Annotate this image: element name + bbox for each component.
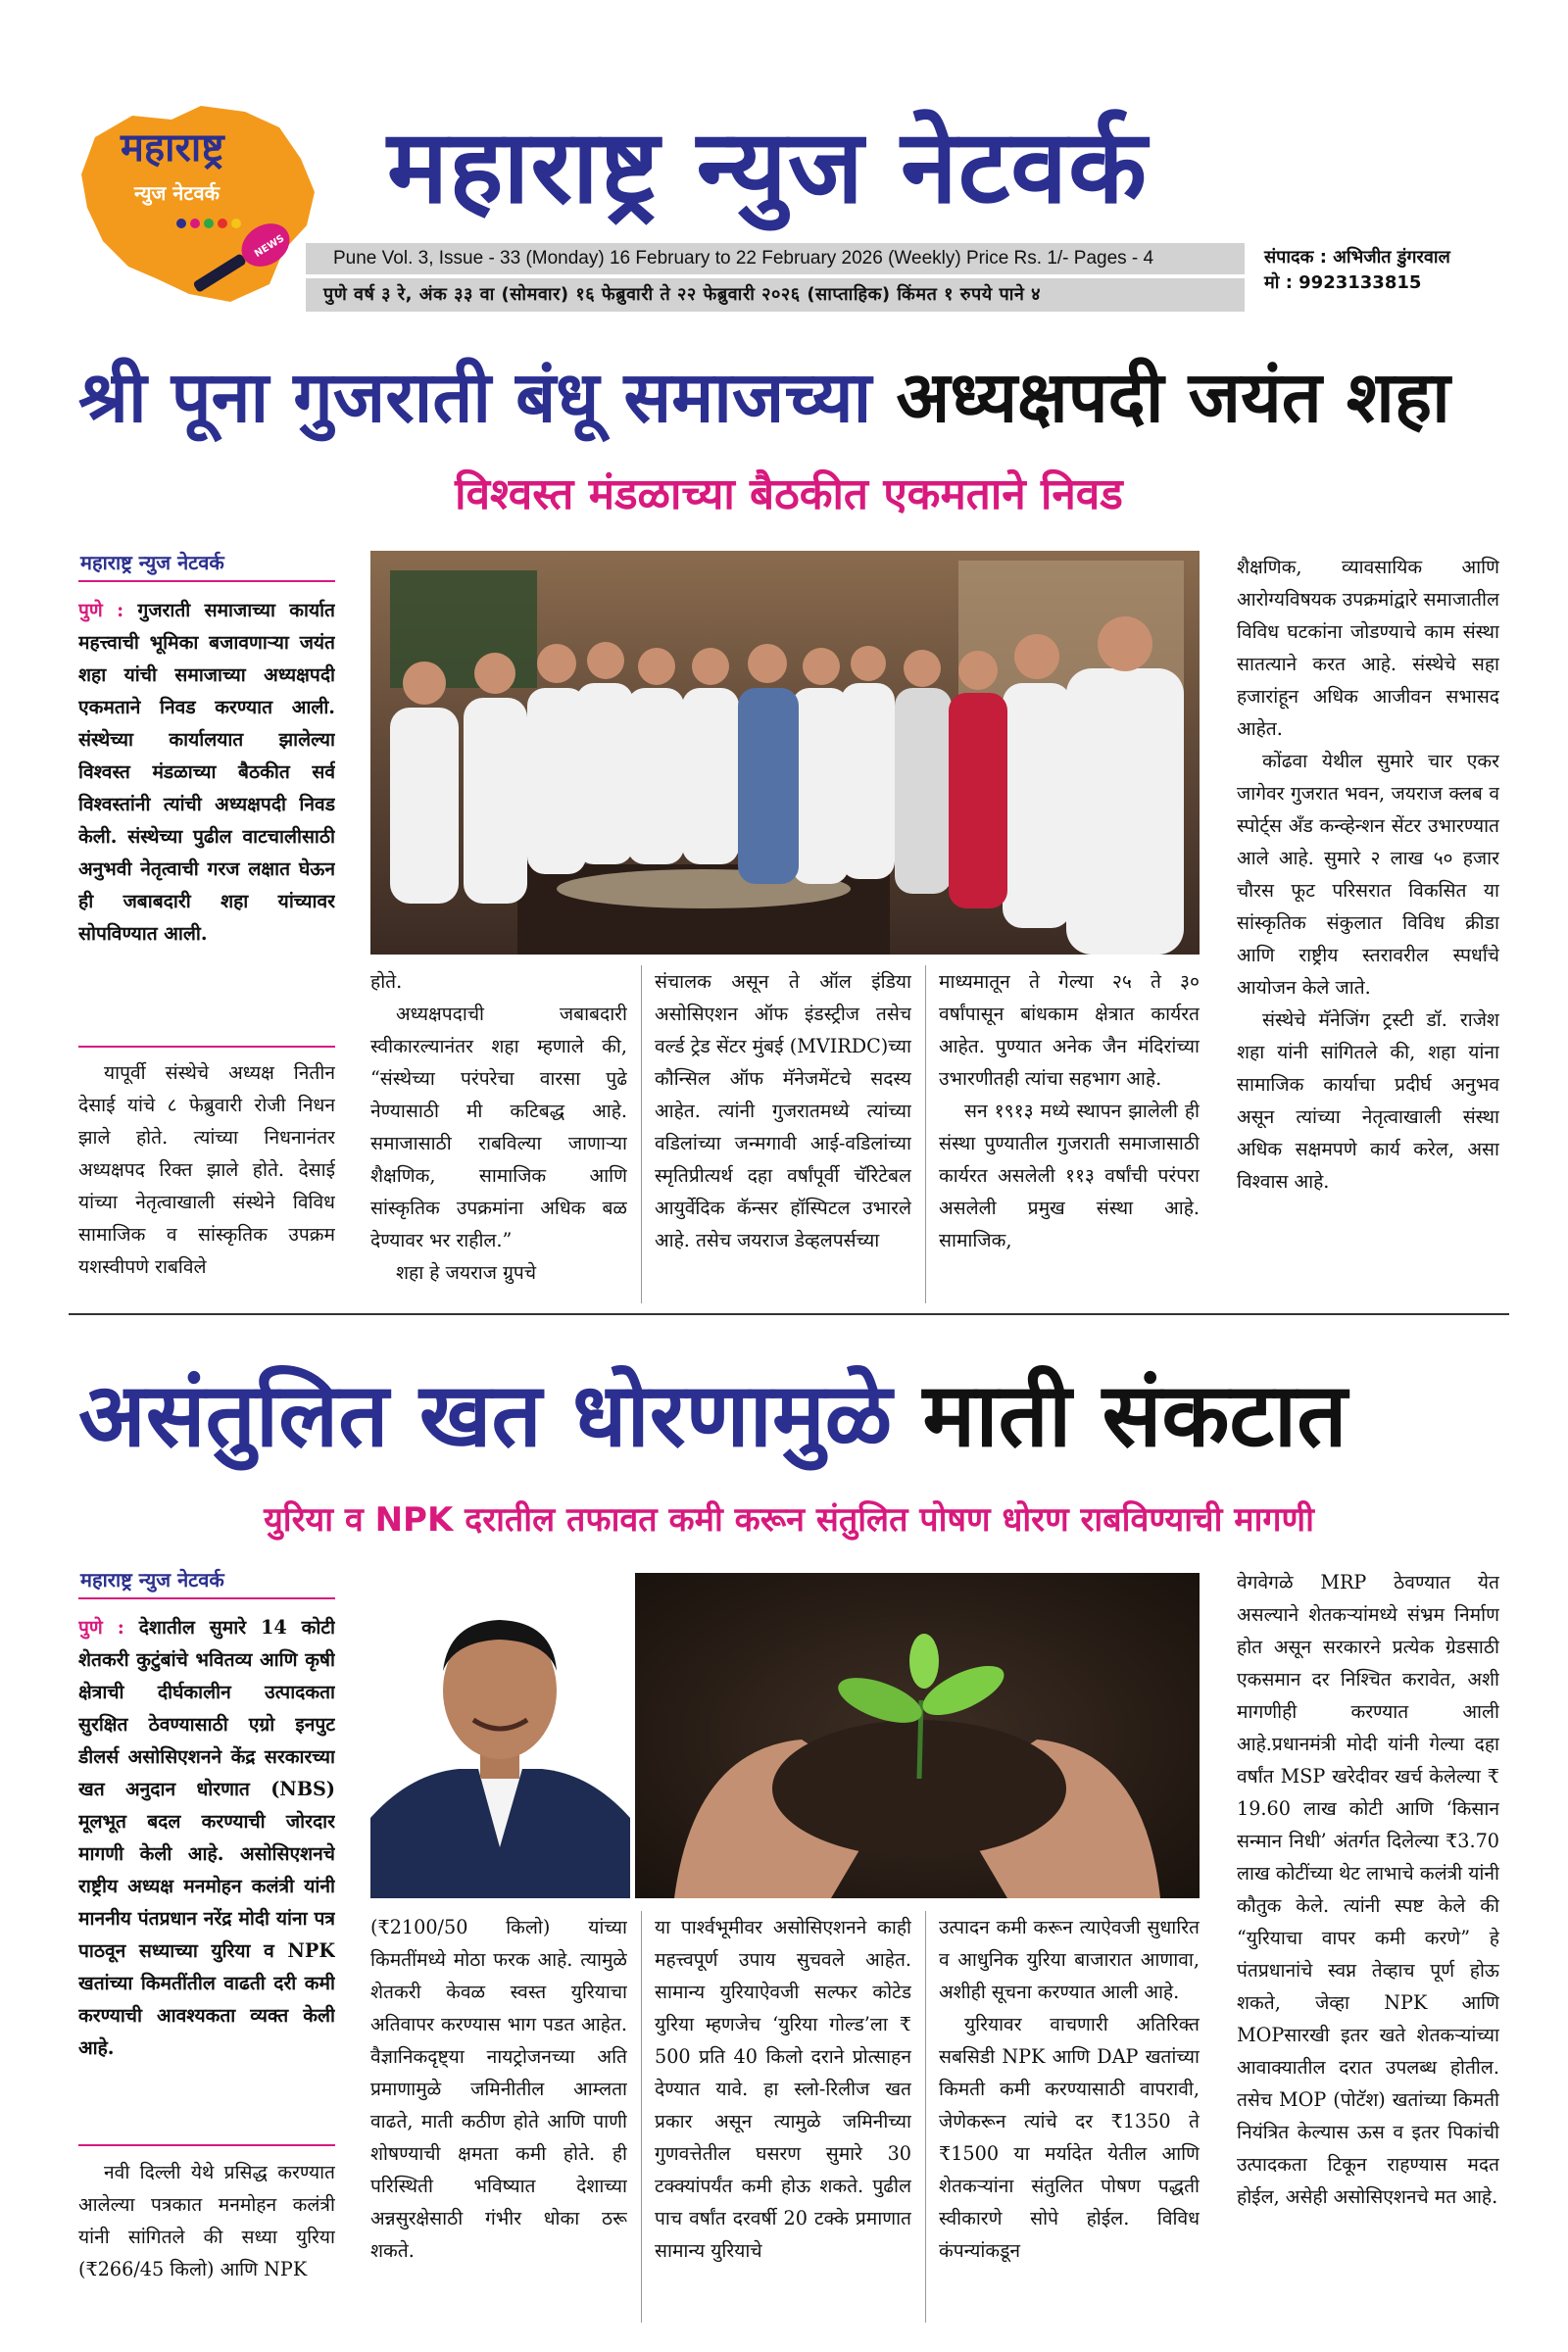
logo-line1: महाराष्ट्र [121, 125, 224, 171]
article2-col5-text: वेगवेगळे MRP ठेवण्यात येत असल्याने शेतकऱ्यांमध्ये संभ्रम निर्माण होत असून सरकारने प्रत्येक ग्रेडसाठी एकसमान दर निश्चित करावेत, अशी मागणीही करण्यात आली आहे.प्रधानमंत्री मोदी यांनी गेल्या दहा वर्षांत MSP खरेदीवर खर्च केलेल्या ₹ 19.60 लाख कोटी आणि ‘किसान सन्मान निधी’ अंतर्गत दिलेल्या ₹3.70 लाख कोटींच्या थेट लाभाचे कलंत्री यांनी कौतुक केले. त्यांनी स्पष्ट केले की “युरियाचा वापर कमी करणे” हे पंतप्रधानांचे स्वप्न तेव्हाच पूर्ण होऊ शकते, जेव्हा NPK आणि MOPसारखी इतर खते शेतकऱ्यांच्या आवाक्यातील दरात उपलब्ध होतील. तसेच MOP (पोटॅश) खतांच्या किमती नियंत्रित केल्यास ऊस व इतर पिकांची उत्पादकता टिकून राहण्यास मदत होईल, असेही असोसिएशनचे मत आहे. [1237, 1571, 1499, 2208]
issue-line-english: Pune Vol. 3, Issue - 33 (Monday) 16 February to 22 February 2026 (Weekly) Price Rs. 1/- Pages - 4 [306, 243, 1245, 274]
group-photo [370, 551, 1200, 955]
article1-lead [78, 594, 335, 1045]
article1-column-3 [655, 965, 911, 1301]
logo-badge: NEWS [253, 233, 287, 261]
issue-line-marathi: पुणे वर्ष ३ रे, अंक ३३ वा (सोमवार) १६ फेब्रुवारी ते २२ फेब्रुवारी २०२६ (साप्ताहिक) किंमत १ रुपये पाने ४ [306, 278, 1245, 312]
article2-lead [78, 1611, 335, 2142]
article1-col5-text-c: संस्थेचे मॅनेजिंग ट्रस्टी डॉ. राजेश शहा यांनी सांगितले की, शहा यांना सामाजिक कार्याचा प्रदीर्घ अनुभव असून त्यांच्या नेतृत्वाखाली संस्था अधिक सक्षमपणे कार्य करेल, असा विश्वास आहे. [1237, 1008, 1499, 1193]
article1-col4-text-b: सन १९१३ मध्ये स्थापन झालेली ही संस्था पुण्यातील गुजराती समाजासाठी कार्यरत असलेली ११३ वर्षांची परंपरा असलेली प्रमुख संस्था आहे. सामाजिक, [939, 1100, 1200, 1251]
article2-column-4 [939, 1911, 1200, 2323]
article1-dateline: पुणे : [78, 599, 124, 621]
column-divider [925, 965, 926, 1303]
editor-phone: मो : 9923133815 [1264, 272, 1422, 293]
article2-column-1 [78, 2156, 335, 2323]
article1-column-2 [370, 965, 627, 1301]
article1-col2-text-a: होते. [370, 970, 403, 993]
masthead-title: महाराष्ट्र न्युज नेटवर्क [387, 107, 1148, 226]
article1-col3-text: संचालक असून ते ऑल इंडिया असोसिएशन ऑफ इंडस्ट्रीज तसेच वर्ल्ड ट्रेड सेंटर मुंबई (MVIRDC)च्या कौन्सिल ऑफ मॅनेजमेंटचे सदस्य आहेत. त्यांनी गुजरातमध्ये त्यांच्या वडिलांच्या जन्मगावी आई-वडिलांच्या स्मृतिप्रीत्यर्थ दहा वर्षांपूर्वी चॅरिटेबल आयुर्वेदिक कॅन्सर हॉस्पिटल उभारले आहे. तसेच जयराज डेव्हलपर्सच्या [655, 970, 911, 1251]
section-divider [69, 1313, 1509, 1315]
article1-col5-text-a: शैक्षणिक, व्यावसायिक आणि आरोग्यविषयक उपक्रमांद्वारे समाजातील विविध घटकांना जोडण्याचे काम संस्था सातत्याने करत आहे. संस्थेचे सहा हजारांहून अधिक आजीवन सभासद आहेत. [1237, 556, 1499, 740]
article2-lead-text: देशातील सुमारे 14 कोटी शेतकरी कुटुंबांचे भवितव्य आणि कृषी क्षेत्राची दीर्घकालीन उत्पादकता सुरक्षित ठेवण्यासाठी एग्रो इनपुट डीलर्स असोसिएशनने केंद्र सरकारच्या खत अनुदान धोरणात (NBS) मूलभूत बदल करण्याची जोरदार मागणी केली आहे. असोसिएशनचे राष्ट्रीय अध्यक्ष मनमोहन कलंत्री यांनी माननीय पंतप्रधान नरेंद्र मोदी यांना पत्र पाठवून सध्याच्या युरिया व NPK खतांच्या किमतींतील वाढती दरी कमी करण्याची आवश्यकता व्यक्त केली आहे. [78, 1616, 335, 2059]
article2-headline [78, 1354, 1509, 1477]
article2-column-3 [655, 1911, 911, 2323]
column-divider [641, 1911, 642, 2323]
article2-dateline: पुणे : [78, 1616, 124, 1639]
editor-name: संपादक : अभिजीत डुंगरवाल [1264, 247, 1450, 268]
portrait-photo [370, 1573, 630, 1898]
article1-lead-rule [78, 1046, 335, 1048]
article1-headline [78, 348, 1509, 446]
article1-col2-text-c: शहा हे जयराज ग्रुपचे [396, 1261, 537, 1284]
article1-subheadline: विश्वस्त मंडळाच्या बैठकीत एकमताने निवड [455, 469, 1123, 519]
logo-line2: न्युज नेटवर्क [134, 181, 220, 205]
article2-column-2 [370, 1911, 627, 2323]
article2-col4-text-b: युरियावर वाचणारी अतिरिक्त सबसिडी NPK आणि DAP खतांच्या किमती कमी करण्यासाठी वापरावी, जेणेकरून त्यांचे दर ₹1350 ते ₹1500 या मर्यादेत येतील आणि शेतकऱ्यांना संतुलित पोषण पद्धती स्वीकारणे सोपे होईल. विविध कंपन्यांकडून [939, 2013, 1200, 2262]
article1-column-5 [1237, 551, 1499, 1303]
article2-column-5 [1237, 1566, 1499, 2323]
column-divider [641, 965, 642, 1303]
article1-byline: महाराष्ट्र न्युज नेटवर्क [80, 551, 224, 574]
article1-col4-text-a: माध्यमातून ते गेल्या २५ ते ३० वर्षांपासून बांधकाम क्षेत्रात कार्यरत आहेत. पुण्यात अनेक जैन मंदिरांच्या उभारणीतही त्यांचा सहभाग आहे. [939, 970, 1200, 1090]
masthead-logo [74, 98, 333, 309]
article2-subheadline: युरिया व NPK दरातील तफावत कमी करून संतुलित पोषण धोरण राबविण्याची मागणी [264, 1500, 1314, 1540]
article2-col3-text: या पार्श्वभूमीवर असोसिएशनने काही महत्त्वपूर्ण उपाय सुचवले आहेत. सामान्य युरियाऐवजी सल्फर कोटेड युरिया म्हणजेच ‘युरिया गोल्ड’ला ₹ 500 प्रति 40 किलो दराने प्रोत्साहन देण्यात यावे. हा स्लो-रिलीज खत प्रकार असून त्यामुळे जमिनीच्या गुणवत्तेतील घसरण सुमारे 30 टक्क्यांपर्यंत कमी होऊ शकते. पुढील पाच वर्षांत दरवर्षी 20 टक्के प्रमाणात सामान्य युरियाचे [655, 1916, 911, 2262]
article2-byline: महाराष्ट्र न्युज नेटवर्क [80, 1568, 224, 1592]
article2-headline-part2: माती संकटात [892, 1364, 1348, 1467]
article2-col2-text: (₹2100/50 किलो) यांच्या किमतींमध्ये मोठा फरक आहे. त्यामुळे शेतकरी केवळ स्वस्त युरियाचा अतिवापर करण्यास भाग पडत आहेत. वैज्ञानिकदृष्ट्या नायट्रोजनच्या अति प्रमाणामुळे जमिनीतील आम्लता वाढते, माती कठीण होते आणि पाणी शोषण्याची क्षमता कमी होते. ही परिस्थिती भविष्यात देशाच्या अन्नसुरक्षेसाठी गंभीर धोका ठरू शकते. [370, 1916, 627, 2262]
article1-col1-text: यापूर्वी संस्थेचे अध्यक्ष नितीन देसाई यांचे ८ फेब्रुवारी रोजी निधन झाले होते. त्यांच्या निधनानंतर अध्यक्षपद रिक्त झाले होते. देसाई यांच्या नेतृत्वाखाली संस्थेने विविध सामाजिक व सांस्कृतिक उपक्रम यशस्वीपणे राबविले [78, 1061, 335, 1278]
article1-col2-text-b: अध्यक्षपदाची जबाबदारी स्वीकारल्यानंतर शहा म्हणाले की, “संस्थेच्या परंपरेचा वारसा पुढे नेण्यासाठी मी कटिबद्ध आहे. समाजासाठी राबविल्या जाणाऱ्या शैक्षणिक, सामाजिक आणि सांस्कृतिक उपक्रमांना अधिक बळ देण्यावर भर राहील.” [370, 1003, 627, 1251]
column-divider [925, 1911, 926, 2323]
article2-byline-rule [78, 1597, 335, 1599]
article2-lead-rule [78, 2144, 335, 2146]
article1-column-1 [78, 1056, 335, 1301]
editor-info [1264, 245, 1548, 296]
article2-headline-part1: असंतुलित खत धोरणामुळे [78, 1364, 893, 1467]
article1-headline-part1: श्री पूना गुजराती बंधू समाजच्या [78, 356, 872, 438]
article1-column-4 [939, 965, 1200, 1301]
article1-col5-text-b: कोंढवा येथील सुमारे चार एकर जागेवर गुजरात भवन, जयराज क्लब व स्पोर्ट्स अँड कन्व्हेन्शन सेंटर उभारण्यात आले आहे. सुमारे २ लाख ५० हजार चौरस फूट परिसरात विकसित या सांस्कृतिक संकुलात विविध क्रीडा आणि राष्ट्रीय स्तरावरील स्पर्धांचे आयोजन केले जाते. [1237, 750, 1499, 999]
article1-byline-rule [78, 580, 335, 582]
article1-headline-part2: अध्यक्षपदी जयंत शहा [871, 356, 1450, 438]
article1-lead-text: गुजराती समाजाच्या कार्यात महत्त्वाची भूमिका बजावणाऱ्या जयंत शहा यांची समाजाच्या अध्यक्षपदी एकमताने निवड करण्यात आली. संस्थेच्या कार्यालयात झालेल्या विश्वस्त मंडळाच्या बैठकीत सर्व विश्वस्तांनी त्यांची अध्यक्षपदी निवड केली. संस्थेच्या पुढील वाटचालीसाठी अनुभवी नेतृत्वाची गरज लक्षात घेऊन ही जबाबदारी शहा यांच्यावर सोपविण्यात आली. [78, 599, 335, 945]
article2-col4-text-a: उत्पादन कमी करून त्याऐवजी सुधारित व आधुनिक युरिया बाजारात आणावा, अशीही सूचना करण्यात आली आहे. [939, 1916, 1200, 2003]
soil-plant-photo [635, 1573, 1200, 1898]
article2-col1-text: नवी दिल्ली येथे प्रसिद्ध करण्यात आलेल्या पत्रकात मनमोहन कलंत्री यांनी सांगितले की सध्या युरिया (₹266/45 किलो) आणि NPK [78, 2161, 335, 2280]
